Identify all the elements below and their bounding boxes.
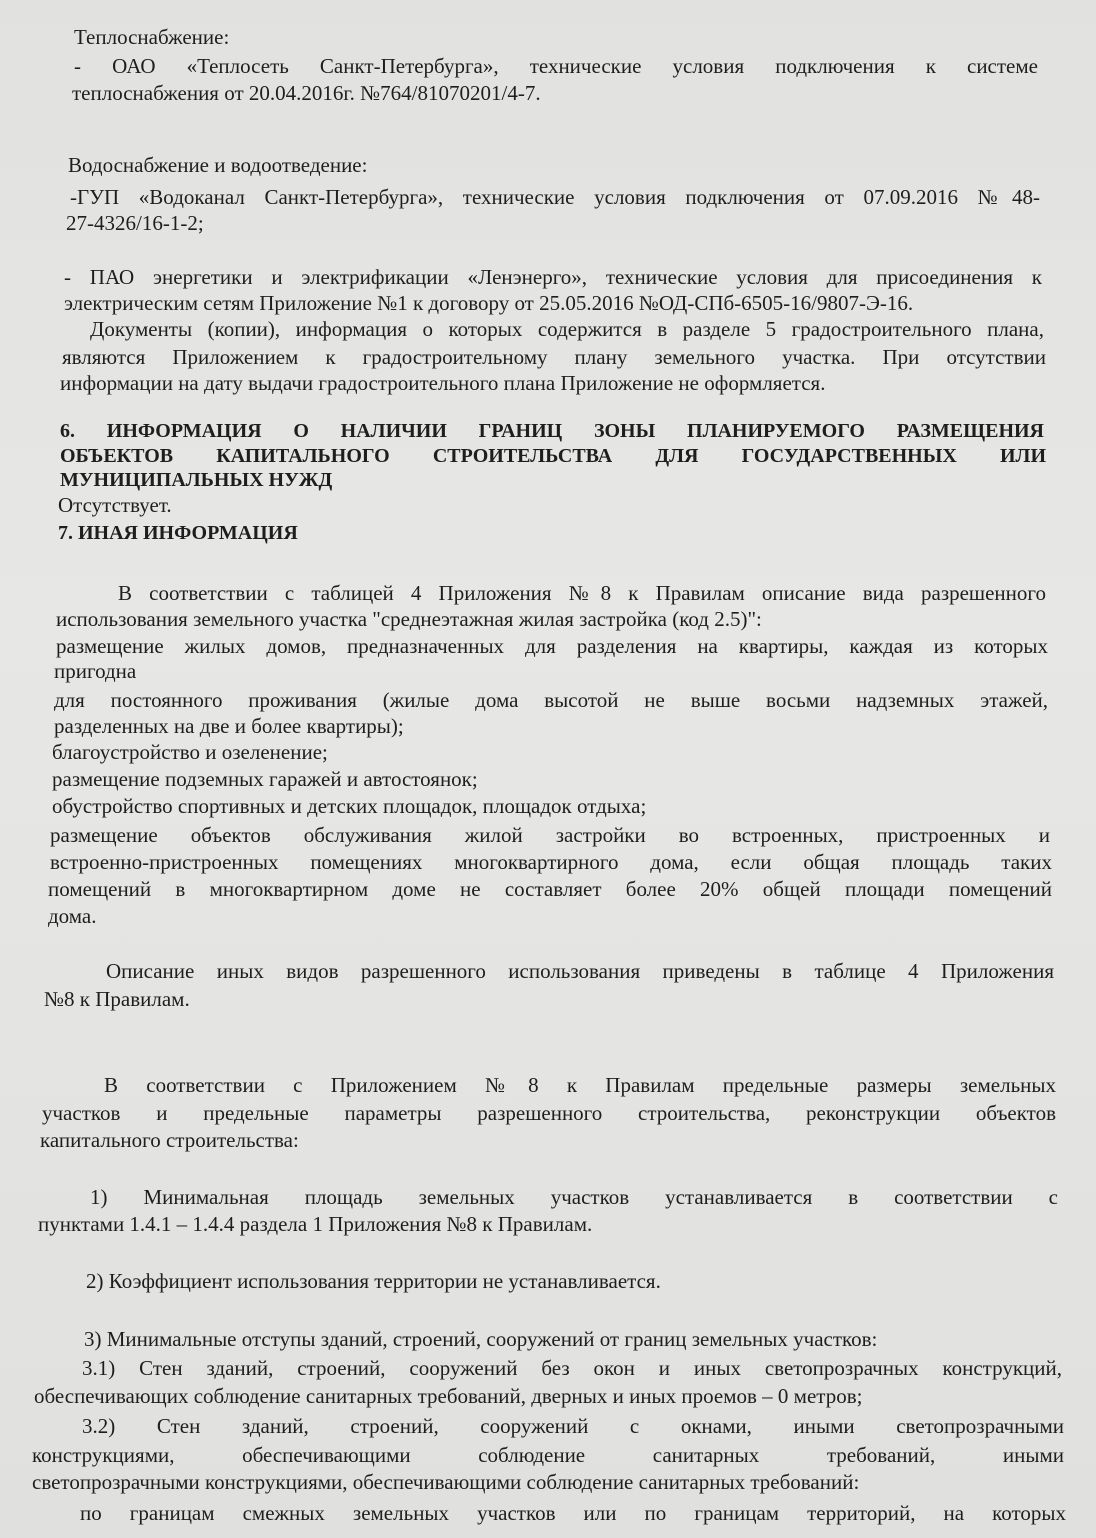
item-3: 3) Минимальные отступы зданий, строений, сооружений от границ земельных участков: xyxy=(84,1327,878,1351)
section-7-para-1-line-9: обустройство спортивных и детских площадок, площадок отдыха; xyxy=(52,794,647,818)
documents-note-line-2: являются Приложением к градостроительному плану земельного участка. При отсутствии xyxy=(62,345,1046,369)
section-6-title-line-2: ОБЪЕКТОВ КАПИТАЛЬНОГО СТРОИТЕЛЬСТВА ДЛЯ ГОСУДАРСТВЕННЫХ ИЛИ xyxy=(60,445,1046,467)
electricity-line-1: - ПАО энергетики и электрификации «Ленэнерго», технические условия для присоединения к xyxy=(64,265,1042,289)
section-7-para-2-line-1: Описание иных видов разрешенного использования приведены в таблице 4 Приложения xyxy=(106,959,1054,983)
water-supply-line-2: 27-4326/16-1-2; xyxy=(66,211,204,235)
water-supply-heading: Водоснабжение и водоотведение: xyxy=(68,153,368,177)
item-3-2-line-1: 3.2) Стен зданий, строений, сооружений с окнами, иными светопрозрачными xyxy=(82,1414,1064,1438)
section-7-para-1-line-1: В соответствии с таблицей 4 Приложения №8 к Правилам описание вида разрешенного xyxy=(118,581,1046,605)
electricity-line-2: электрическим сетям Приложение №1 к договору от 25.05.2016 №ОД-СПб-6505-16/9807-Э-16. xyxy=(64,291,914,315)
section-7-title: 7. ИНАЯ ИНФОРМАЦИЯ xyxy=(58,522,298,544)
documents-note-line-1: Документы (копии), информация о которых содержится в разделе 5 градостроительного плана, xyxy=(90,317,1044,341)
section-7-para-3-line-2: участков и предельные параметры разрешенного строительства, реконструкции объектов xyxy=(42,1101,1056,1125)
item-3-1-line-1: 3.1) Стен зданий, строений, сооружений без окон и иных светопрозрачных конструкций, xyxy=(82,1356,1062,1380)
item-3-2-line-4: по границам смежных земельных участков или по границам территорий, на которых xyxy=(80,1501,1066,1525)
item-3-1-line-2: обеспечивающих соблюдение санитарных требований, дверных и иных проемов – 0 метров; xyxy=(34,1384,863,1408)
heat-supply-line-2: теплоснабжения от 20.04.2016г. №764/81070201/4-7. xyxy=(72,81,541,105)
item-3-2-line-3: светопрозрачными конструкциями, обеспечивающими соблюдение санитарных требований: xyxy=(32,1470,860,1494)
documents-note-line-3: информации на дату выдачи градостроительного плана Приложение не оформляется. xyxy=(60,371,826,395)
water-supply-line-1: -ГУП «Водоканал Санкт-Петербурга», технические условия подключения от 07.09.2016 №48- xyxy=(70,185,1040,209)
section-7-para-1-line-12: помещений в многоквартирном доме не составляет более 20% общей площади помещений xyxy=(48,877,1052,901)
heat-supply-heading: Теплоснабжение: xyxy=(74,25,230,49)
section-7-para-2-line-2: №8 к Правилам. xyxy=(44,987,190,1011)
item-2: 2) Коэффициент использования территории не устанавливается. xyxy=(86,1269,661,1293)
section-6-title-line-3: МУНИЦИПАЛЬНЫХ НУЖД xyxy=(60,469,333,491)
section-7-para-1-line-4: пригодна xyxy=(54,659,137,683)
section-6-text: Отсутствует. xyxy=(58,493,172,517)
section-7-para-1-line-8: размещение подземных гаражей и автостоянок; xyxy=(52,767,478,791)
item-3-2-line-2: конструкциями, обеспечивающими соблюдение санитарных требований, иными xyxy=(32,1443,1064,1467)
heat-supply-line-1: - ОАО «Теплосеть Санкт-Петербурга», технические условия подключения к системе xyxy=(74,54,1038,78)
section-7-para-1-line-6: разделенных на две и более квартиры); xyxy=(54,714,404,738)
section-7-para-1-line-10: размещение объектов обслуживания жилой застройки во встроенных, пристроенных и xyxy=(50,823,1050,847)
section-7-para-1-line-11: встроенно-пристроенных помещениях многоквартирного дома, если общая площадь таких xyxy=(50,850,1052,874)
item-1-line-1: 1) Минимальная площадь земельных участков устанавливается в соответствии с xyxy=(90,1185,1058,1209)
section-7-para-1-line-7: благоустройство и озеленение; xyxy=(52,740,328,764)
section-7-para-1-line-3: размещение жилых домов, предназначенных для разделения на квартиры, каждая из которых xyxy=(56,634,1048,658)
section-7-para-3-line-1: В соответствии с Приложением №8 к Правилам предельные размеры земельных xyxy=(104,1073,1056,1097)
section-7-para-1-line-2: использования земельного участка "среднеэтажная жилая застройка (код 2.5)": xyxy=(56,607,762,631)
section-7-para-3-line-3: капитального строительства: xyxy=(40,1128,299,1152)
section-7-para-1-line-13: дома. xyxy=(48,904,97,928)
item-1-line-2: пунктами 1.4.1 – 1.4.4 раздела 1 Приложения №8 к Правилам. xyxy=(38,1212,593,1236)
section-7-para-1-line-5: для постоянного проживания (жилые дома высотой не выше восьми надземных этажей, xyxy=(54,688,1048,712)
section-6-title-line-1: 6. ИНФОРМАЦИЯ О НАЛИЧИИ ГРАНИЦ ЗОНЫ ПЛАНИРУЕМОГО РАЗМЕЩЕНИЯ xyxy=(60,420,1044,442)
